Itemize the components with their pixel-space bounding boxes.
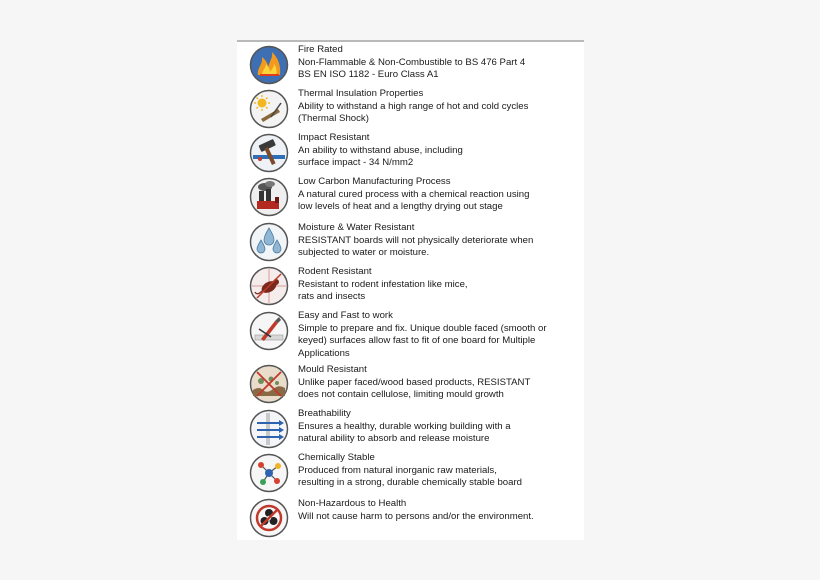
feature-line: RESISTANT boards will not physically deteriorate when [298, 234, 534, 246]
feature-line: Unlike paper faced/wood based products, RESISTANT [298, 376, 531, 388]
sun-thermometer-icon [249, 89, 289, 129]
factory-icon [249, 177, 289, 217]
breathability-icon [249, 409, 289, 449]
feature-line: Ensures a healthy, durable working building with a [298, 420, 511, 432]
feature-title: Rodent Resistant [298, 266, 372, 277]
feature-sheet [237, 40, 584, 540]
feature-title: Thermal Insulation Properties [298, 88, 424, 99]
no-biohazard-icon [249, 498, 289, 538]
feature-line: rats and insects [298, 291, 366, 303]
molecule-icon [249, 453, 289, 493]
feature-title: Fire Rated [298, 44, 343, 55]
feature-title: Easy and Fast to work [298, 310, 393, 321]
feature-line: Will not cause harm to persons and/or the environment. [298, 510, 534, 522]
water-drops-icon [249, 222, 289, 262]
rodent-icon [249, 266, 289, 306]
feature-title: Chemically Stable [298, 452, 375, 463]
feature-line: Ability to withstand a high range of hot and cold cycles [298, 100, 529, 112]
feature-title: Non-Hazardous to Health [298, 498, 407, 509]
feature-line: does not contain cellulose, limiting mould growth [298, 389, 504, 401]
feature-line: BS EN ISO 1182 - Euro Class A1 [298, 69, 439, 81]
feature-line: surface impact - 34 N/mm2 [298, 157, 414, 169]
feature-title: Low Carbon Manufacturing Process [298, 176, 451, 187]
feature-line: keyed) surfaces allow fast to fit of one board for Multiple [298, 335, 536, 347]
feature-title: Mould Resistant [298, 364, 367, 375]
tools-icon [249, 311, 289, 351]
feature-line: subjected to water or moisture. [298, 247, 430, 259]
feature-title: Impact Resistant [298, 132, 370, 143]
feature-line: A natural cured process with a chemical reaction using [298, 188, 530, 200]
feature-line: Simple to prepare and fix. Unique double faced (smooth or [298, 322, 547, 334]
feature-title: Moisture & Water Resistant [298, 222, 415, 233]
feature-line: low levels of heat and a lengthy drying out stage [298, 201, 503, 213]
feature-line: (Thermal Shock) [298, 113, 369, 125]
feature-line: An ability to withstand abuse, including [298, 144, 463, 156]
feature-line: Non-Flammable & Non-Combustible to BS 476 Part 4 [298, 56, 526, 68]
feature-line: Resistant to rodent infestation like mice, [298, 278, 468, 290]
feature-line: Produced from natural inorganic raw materials, [298, 464, 497, 476]
feature-line: natural ability to absorb and release moisture [298, 433, 490, 445]
feature-line: Applications [298, 347, 350, 359]
hammer-icon [249, 133, 289, 173]
feature-line: resulting in a strong, durable chemically stable board [298, 477, 522, 489]
mould-icon [249, 364, 289, 404]
feature-title: Breathability [298, 408, 351, 419]
fire-icon [249, 45, 289, 85]
